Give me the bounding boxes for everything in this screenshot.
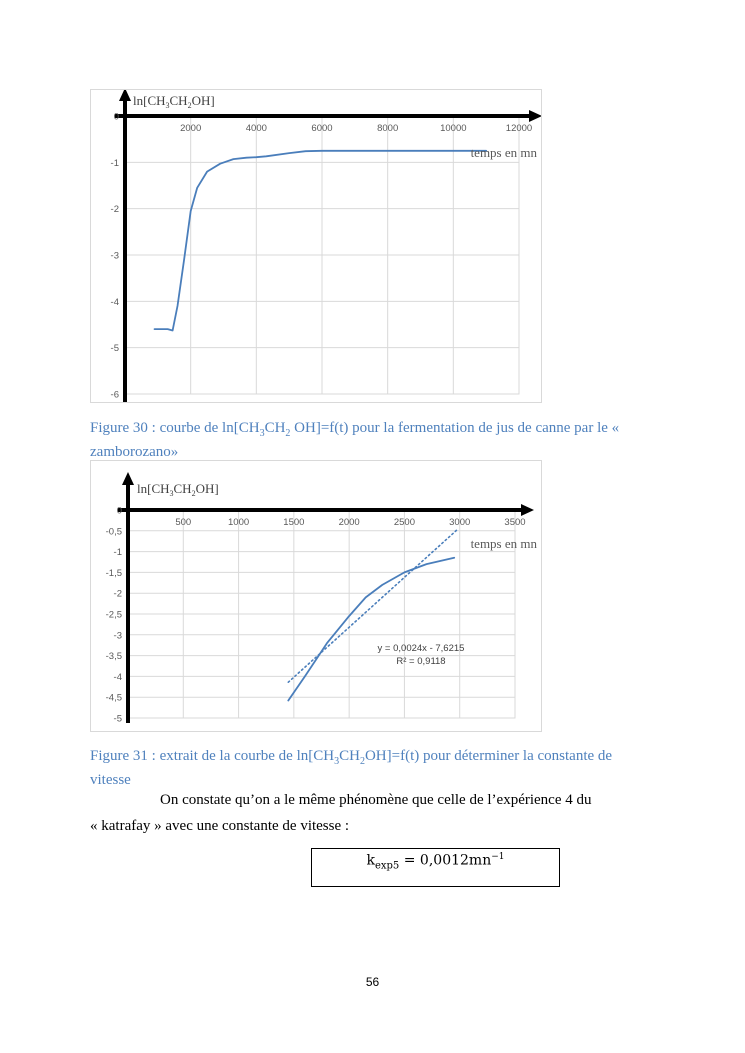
y-tick-label: 0 xyxy=(116,505,122,517)
body-paragraph-2: « katrafay » avec une constante de vitesse : xyxy=(90,818,350,834)
formula-value: = 0,0012mn xyxy=(399,852,492,869)
x-axis-arrow xyxy=(521,504,534,516)
x-tick-label: 500 xyxy=(175,517,192,528)
y-tick-label: -3 xyxy=(110,250,119,262)
y-tick-label: -6 xyxy=(110,389,119,401)
y-tick-label: -5 xyxy=(113,713,122,725)
x-axis-label: temps en mn xyxy=(470,145,537,160)
formula-subscript: exp5 xyxy=(374,860,400,872)
figure-31-chart xyxy=(90,460,542,732)
caption-subscript: 2 xyxy=(359,756,365,767)
caption-text: Figure 30 : courbe de ln[CH xyxy=(90,420,260,436)
y-axis-arrow xyxy=(122,472,134,485)
y-axis-label: $\ln[CH_3CH_2OH]$ xyxy=(133,93,215,110)
x-tick-label: 2500 xyxy=(393,517,415,528)
y-tick-label: -3,5 xyxy=(105,651,122,663)
y-tick-label: -0,5 xyxy=(105,526,122,538)
x-tick-label: 3000 xyxy=(449,517,471,528)
y-tick-label: 0 xyxy=(113,111,119,123)
caption-text: OH]=f(t) pour déterminer la constante de vitesse xyxy=(90,748,613,788)
caption-text: Figure 31 : extrait de la courbe de ln[CH xyxy=(90,748,335,764)
y-tick-label: -5 xyxy=(110,343,119,355)
y-tick-label: -3 xyxy=(113,630,122,642)
x-tick-label: 1500 xyxy=(283,517,305,528)
y-axis-label: $\ln[CH_3CH_2OH]$ xyxy=(137,481,219,498)
y-tick-label: -1,5 xyxy=(105,567,122,579)
rate-constant-box xyxy=(311,848,560,887)
figure-30-svg xyxy=(91,90,541,402)
caption-text: CH xyxy=(264,420,286,436)
x-tick-label: 3500 xyxy=(504,517,526,528)
trendline-equation: y = 0,0024x - 7,6215 xyxy=(377,643,465,654)
figure-31-caption xyxy=(90,747,650,789)
data-series-line xyxy=(155,151,487,331)
caption-subscript: 3 xyxy=(259,428,265,439)
x-axis-arrow xyxy=(529,110,541,122)
y-tick-label: -4 xyxy=(110,296,119,308)
trendline-r-squared: R² = 0,9118 xyxy=(396,656,446,667)
x-tick-label: 8000 xyxy=(377,123,399,134)
y-tick-label: -1 xyxy=(113,547,122,559)
x-tick-label: 2000 xyxy=(180,123,202,134)
formula-exponent: −1 xyxy=(491,852,505,862)
caption-subscript: 3 xyxy=(334,756,340,767)
caption-text: OH]=f(t) pour la fermentation de jus de canne par le « zamborozano» xyxy=(90,420,620,460)
rate-constant-formula xyxy=(312,852,559,871)
caption-subscript: 2 xyxy=(285,428,291,439)
x-tick-label: 10000 xyxy=(440,123,467,134)
x-tick-label: 1000 xyxy=(228,517,250,528)
data-series-line xyxy=(288,558,454,701)
figure-30-caption xyxy=(90,419,650,461)
x-tick-label: 6000 xyxy=(311,123,333,134)
page-number: 56 xyxy=(365,975,380,989)
y-tick-label: -2,5 xyxy=(105,609,122,621)
y-tick-label: -1 xyxy=(110,157,119,169)
x-tick-label: 4000 xyxy=(245,123,267,134)
body-paragraph-1: On constate qu’on a le même phénomène que celle de l’expérience 4 du xyxy=(160,792,592,808)
y-axis-arrow xyxy=(119,90,131,101)
caption-text: CH xyxy=(339,748,360,764)
figure-31-svg xyxy=(91,461,541,731)
x-axis-label: temps en mn xyxy=(470,536,537,551)
y-tick-label: -4 xyxy=(113,671,122,683)
y-tick-label: -2 xyxy=(110,204,119,216)
x-tick-label: 12000 xyxy=(505,123,533,134)
y-tick-label: -2 xyxy=(113,588,122,600)
formula-symbol: k xyxy=(366,852,375,869)
x-tick-label: 2000 xyxy=(338,517,360,528)
y-tick-label: -4,5 xyxy=(105,692,122,704)
figure-30-chart xyxy=(90,89,542,403)
